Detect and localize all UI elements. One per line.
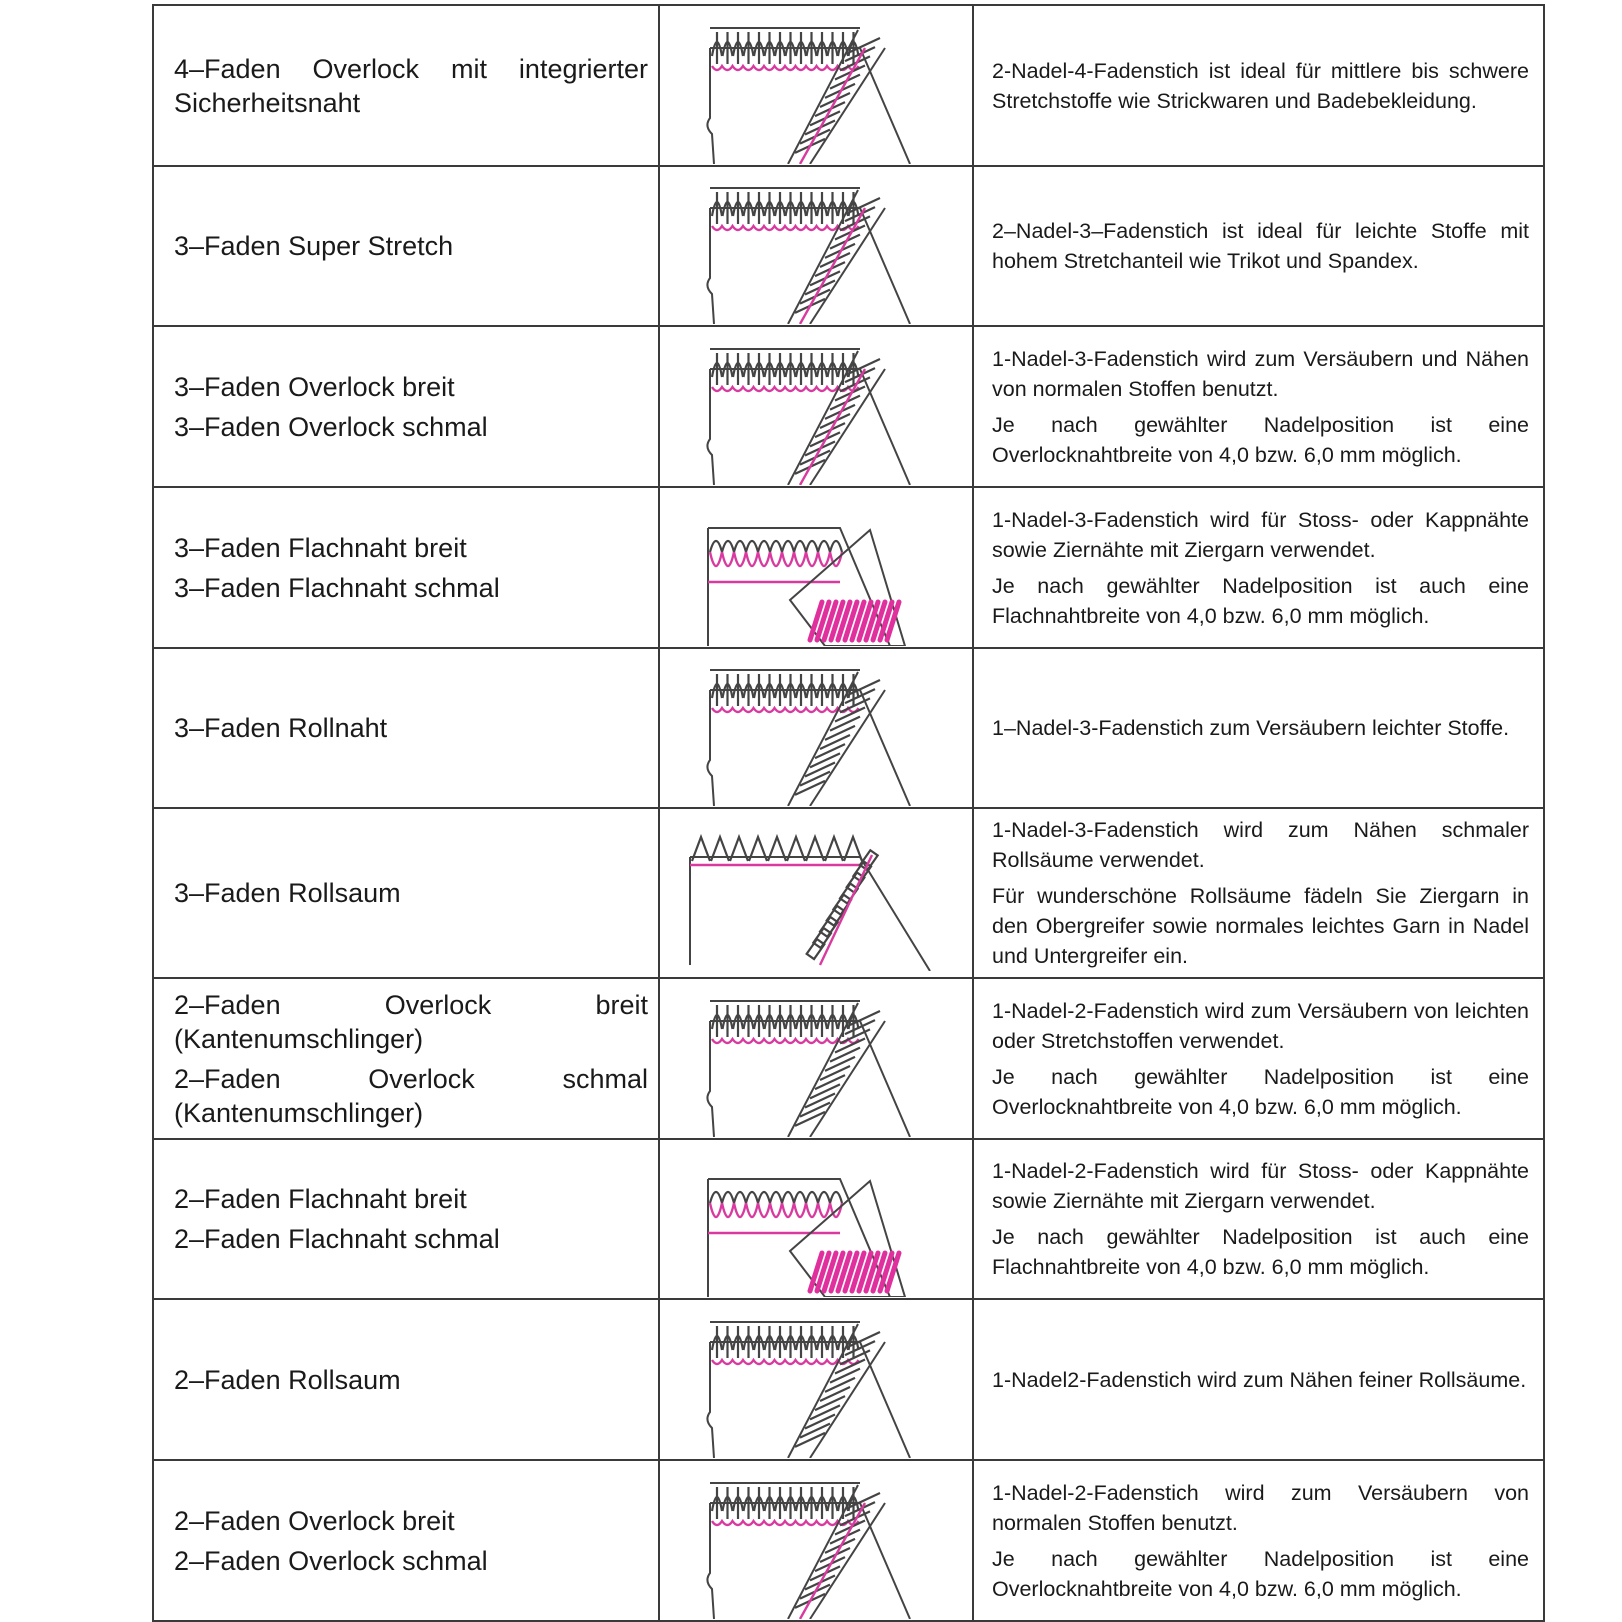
stitch-illustration-cell [659,808,973,978]
stitch-illustration-cell [659,166,973,326]
stitch-name-cell [153,1299,659,1460]
stitch-name-cell [153,648,659,808]
table-row [153,648,1544,808]
stitch-name: 2–Faden Overlock schmal [174,1545,488,1576]
table-row [153,166,1544,326]
stitch-illustration-cell [659,648,973,808]
stitch-description: 1-Nadel-3-Fadenstich wird zum Versäubern und Nähen von normalen Stoffen benutzt. [992,346,1529,401]
stitch-illustration-cell [659,1139,973,1299]
stitch-name-cell [153,1460,659,1621]
stitch-name-cell [153,166,659,326]
stitch-description: 1-Nadel-3-Fadenstich wird für Stoss- oder Kappnähte sowie Ziernähte mit Ziergarn verwendet. [992,507,1529,562]
flatlock-2thread-diagram-icon [660,1141,972,1297]
flatlock-3thread-diagram-icon [660,490,972,646]
stitch-name-cell [153,978,659,1139]
stitch-illustration-cell [659,5,973,166]
table-row [153,808,1544,978]
stitch-description-cell [973,648,1544,808]
stitch-description: 2–Nadel-3–Fadenstich ist ideal für leichte Stoffe mit hohem Stretchanteil wie Trikot und Spandex. [992,219,1529,273]
stitch-illustration-cell [659,1460,973,1621]
stitch-illustration-cell [659,978,973,1139]
stitch-name: 3–Faden Overlock schmal [174,411,488,442]
stitch-description: 1-Nadel-2-Fadenstich wird zum Versäubern von leichten oder Stretchstoffen verwendet. [992,998,1529,1053]
table-row [153,1139,1544,1299]
stitch-description: 1-Nadel-3-Fadenstich wird zum Nähen schmaler Rollsäume verwendet. [992,818,1529,872]
stitch-description: 1-Nadel-2-Fadenstich wird zum Versäubern von normalen Stoffen benutzt. [992,1480,1529,1535]
stitch-name: 3–Faden Flachnaht schmal [174,572,500,603]
stitch-description: 1-Nadel2-Fadenstich wird zum Nähen feiner Rollsäume. [992,1367,1527,1392]
stitch-illustration-cell [659,1299,973,1460]
stitch-description-cell [973,808,1544,978]
stitch-name-cell [153,326,659,487]
stitch-description: Je nach gewählter Nadelposition ist auch eine Flachnahtbreite von 4,0 bzw. 6,0 mm möglich. [992,1225,1529,1279]
stitch-table-body [153,5,1544,1621]
stitch-description-cell [973,487,1544,648]
stitch-name: 2–Faden Rollsaum [174,1364,401,1395]
stitch-description: 2-Nadel-4-Fadenstich ist ideal für mittlere bis schwere Stretchstoffe wie Strickwaren und Badebekleidung. [992,58,1529,113]
overlock-2thread-edge-diagram-icon [660,981,972,1137]
overlock-2thread-diagram-icon [660,1463,972,1619]
stitch-description-cell [973,166,1544,326]
stitch-description: Je nach gewählter Nadelposition ist auch eine Flachnahtbreite von 4,0 bzw. 6,0 mm möglich. [992,573,1529,628]
table-row [153,326,1544,487]
stitch-description-cell [973,978,1544,1139]
stitch-name: 3–Faden Super Stretch [174,231,454,261]
table-row [153,1460,1544,1621]
stitch-description: Für wunderschöne Rollsäume fädeln Sie Ziergarn in den Obergreifer sowie normales leichtes Garn in Nadel und Untergreifer ein. [992,884,1529,968]
stitch-name: 2–Faden Overlock breit (Kantenumschlinger) [174,989,648,1054]
stitch-name: 2–Faden Flachnaht breit [174,1184,467,1214]
stitch-description: Je nach gewählter Nadelposition ist eine Overlocknahtbreite von 4,0 bzw. 6,0 mm möglich. [992,1064,1529,1119]
stitch-illustration-cell [659,487,973,648]
super-stretch-diagram-icon [660,168,972,324]
stitch-name: 3–Faden Rollsaum [174,878,401,908]
rolled-hem-2thread-diagram-icon [660,1302,972,1458]
stitch-name-cell [153,487,659,648]
rolled-seam-3thread-diagram-icon [660,650,972,806]
overlock-3thread-diagram-icon [660,329,972,485]
stitch-illustration-cell [659,326,973,487]
stitch-name: 3–Faden Flachnaht breit [174,532,467,563]
stitch-name: 3–Faden Overlock breit [174,371,455,402]
stitch-name-cell [153,1139,659,1299]
table-row [153,487,1544,648]
stitch-description-cell [973,1299,1544,1460]
stitch-name: 2–Faden Overlock schmal (Kantenumschlinger) [174,1063,648,1128]
stitch-name: 4–Faden Overlock mit integrierter Sicherheitsnaht [174,53,648,118]
overlock-4thread-diagram-icon [660,8,972,164]
stitch-name-cell [153,5,659,166]
stitch-name-cell [153,808,659,978]
stitch-name: 3–Faden Rollnaht [174,713,388,743]
table-row [153,5,1544,166]
stitch-description-cell [973,5,1544,166]
stitch-description-cell [973,1460,1544,1621]
stitch-description-cell [973,326,1544,487]
stitch-table [152,4,1545,1622]
stitch-description-cell [973,1139,1544,1299]
stitch-description: Je nach gewählter Nadelposition ist eine Overlocknahtbreite von 4,0 bzw. 6,0 mm möglich. [992,1546,1529,1601]
table-row [153,978,1544,1139]
stitch-name: 2–Faden Overlock breit [174,1505,455,1536]
table-row [153,1299,1544,1460]
stitch-description: Je nach gewählter Nadelposition ist eine Overlocknahtbreite von 4,0 bzw. 6,0 mm möglich. [992,412,1529,467]
stitch-description: 1-Nadel-2-Fadenstich wird für Stoss- oder Kappnähte sowie Ziernähte mit Ziergarn verwendet. [992,1159,1529,1213]
stitch-description: 1–Nadel-3-Fadenstich zum Versäubern leichter Stoffe. [992,716,1510,740]
rolled-hem-3thread-diagram-icon [660,815,972,971]
stitch-name: 2–Faden Flachnaht schmal [174,1224,500,1254]
